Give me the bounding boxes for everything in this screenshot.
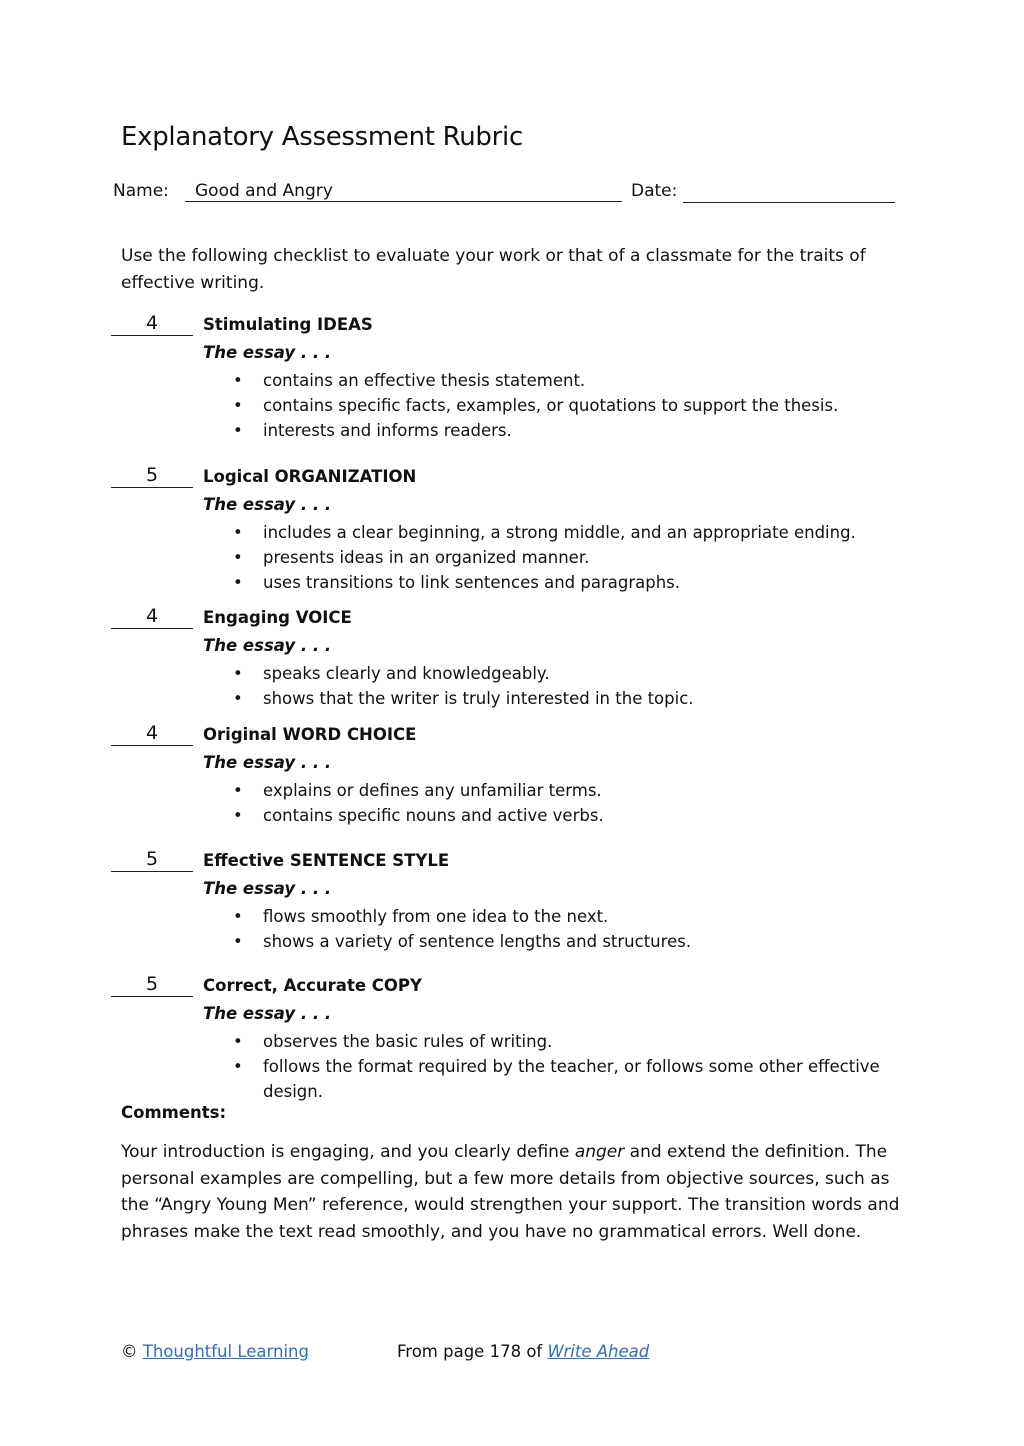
criteria-list — [231, 520, 891, 595]
criteria-item: • explains or defines any unfamiliar terms. — [231, 778, 891, 803]
trait-heading: Effective SENTENCE STYLE — [203, 851, 450, 870]
comments-part: and extend the definition. The personal examples are compelling, but a few more details from objective sources, such as the “Angry Young Men” reference, would strengthen your support. The transition words and phrases make the text read smoothly, and you have no grammatical errors. Well done. — [121, 1142, 900, 1242]
trait-heading: Correct, Accurate COPY — [203, 976, 422, 995]
trait-lead: The essay . . . — [203, 879, 332, 898]
trait-lead: The essay . . . — [203, 753, 332, 772]
comments-label: Comments: — [121, 1103, 227, 1122]
criteria-list — [231, 661, 891, 711]
score-field[interactable]: 4 — [111, 606, 193, 629]
trait-lead: The essay . . . — [203, 495, 332, 514]
score-field[interactable]: 4 — [111, 313, 193, 336]
criteria-item: • includes a clear beginning, a strong middle, and an appropriate ending. — [231, 520, 891, 545]
criteria-list — [231, 1029, 891, 1104]
name-field[interactable]: Good and Angry — [185, 181, 622, 202]
trait-heading: Engaging VOICE — [203, 608, 352, 627]
score-field[interactable]: 4 — [111, 723, 193, 746]
trait-heading: Original WORD CHOICE — [203, 725, 417, 744]
name-label: Name: — [113, 181, 169, 201]
footer-source — [397, 1342, 649, 1361]
criteria-item: • observes the basic rules of writing. — [231, 1029, 891, 1054]
criteria-item: • uses transitions to link sentences and paragraphs. — [231, 570, 891, 595]
comments-emphasis: anger — [574, 1142, 625, 1162]
criteria-item: • follows the format required by the teacher, or follows some other effective design. — [231, 1054, 891, 1104]
criteria-item: • presents ideas in an organized manner. — [231, 545, 891, 570]
criteria-item: • interests and informs readers. — [231, 418, 891, 443]
page-title: Explanatory Assessment Rubric — [121, 122, 523, 152]
write-ahead-link[interactable]: Write Ahead — [547, 1342, 650, 1361]
thoughtful-learning-link[interactable]: Thoughtful Learning — [142, 1342, 309, 1361]
source-text: From page 178 of — [397, 1342, 543, 1361]
criteria-item: • contains specific facts, examples, or quotations to support the thesis. — [231, 393, 891, 418]
criteria-list — [231, 778, 891, 828]
date-label: Date: — [631, 181, 678, 201]
trait-lead: The essay . . . — [203, 1004, 332, 1023]
comments-text — [121, 1139, 901, 1245]
score-field[interactable]: 5 — [111, 849, 193, 872]
footer-copyright — [121, 1342, 309, 1361]
trait-lead: The essay . . . — [203, 636, 332, 655]
criteria-list — [231, 904, 891, 954]
criteria-item: • shows that the writer is truly interested in the topic. — [231, 686, 891, 711]
criteria-item: • flows smoothly from one idea to the next. — [231, 904, 891, 929]
criteria-item: • speaks clearly and knowledgeably. — [231, 661, 891, 686]
score-field[interactable]: 5 — [111, 974, 193, 997]
trait-heading: Stimulating IDEAS — [203, 315, 373, 334]
trait-lead: The essay . . . — [203, 343, 332, 362]
copyright-symbol: © — [121, 1342, 138, 1361]
criteria-list — [231, 368, 891, 443]
instructions: Use the following checklist to evaluate your work or that of a classmate for the traits of effective writing. — [121, 246, 866, 293]
comments-part: Your introduction is engaging, and you clearly define — [121, 1142, 575, 1162]
criteria-item: • contains specific nouns and active verbs. — [231, 803, 891, 828]
date-field[interactable] — [683, 181, 895, 203]
criteria-item: • contains an effective thesis statement. — [231, 368, 891, 393]
score-field[interactable]: 5 — [111, 465, 193, 488]
criteria-item: • shows a variety of sentence lengths and structures. — [231, 929, 891, 954]
trait-heading: Logical ORGANIZATION — [203, 467, 417, 486]
